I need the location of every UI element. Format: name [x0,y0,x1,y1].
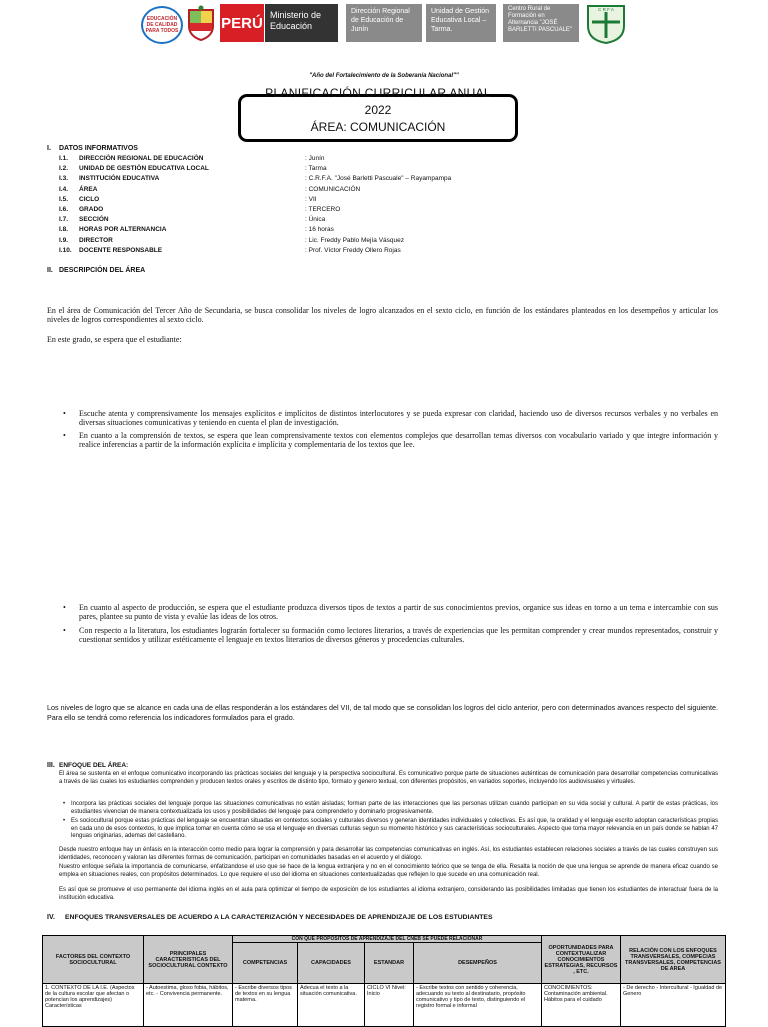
datos-label: DIRECCIÓN REGIONAL DE EDUCACIÓN [79,155,204,162]
table-header: RELACIÓN CON LOS ENFOQUES TRANSVERSALES, COMPECIAS TRANSVERSALES, COMPETENCIAS DE AREA [621,936,726,984]
list-item: • En cuanto a la comprensión de textos, se espera que lean comprensivamente textos con elementos complejos que desarrollan temas diversos con vocabulario variado y que integre información y realice inferencias a partir de la información explícita e implícita y complementaria de los textos que lee. [79,431,718,449]
datos-num: I.5. [59,195,69,203]
datos-value: : TERCERO [305,206,341,213]
table-cell: - Escribe diversos tipos de textos en su lengua materna. [233,984,298,1027]
datos-value: : VII [305,195,317,203]
table-cell: CICLO VI Nivel: Inicio [365,984,414,1027]
datos-label: GRADO [79,206,104,213]
title-box [238,94,518,142]
table-header: FACTORES DEL CONTEXTO SOCIOCULTURAL [43,936,144,984]
paragraph: En este grado, se espera que el estudiante: [47,335,182,344]
education-quality-logo [141,6,183,44]
section-num: III. [47,762,55,769]
page-title: PLANIFICACIÓN CURRICULAR ANUAL [265,86,491,100]
datos-num: I.2. [59,165,69,173]
datos-num: I.1. [59,155,69,162]
year-motto: "Año del Fortalecimiento de la Soberanía Nacional"" [309,73,459,79]
table-row [43,984,726,1027]
datos-num: I.7. [59,216,69,224]
datos-value: : COMUNICACIÓN [305,185,361,193]
table-cell: Adecua el texto a la situación comunicativa. [298,984,365,1027]
datos-value: : Prof. Víctor Freddy Ollero Rojas [305,246,401,254]
peru-coat-of-arms-icon [186,4,216,42]
datos-num: I.10. [59,246,72,254]
datos-num: I.9. [59,236,69,244]
datos-label: UNIDAD DE GESTIÓN EDUCATIVA LOCAL [79,165,209,173]
table-header: OPORTUNIDADES PARA CONTEXTUALIZAR CONOCIMIENTOS ESTRATEGIAS, RECURSOS , ETC. [542,936,621,984]
crest-text: C R F A [598,7,614,12]
datos-label: CICLO [79,195,100,203]
transversales-table [42,935,726,1027]
datos-label: SECCIÓN [79,216,109,224]
table-header: ESTANDAR [365,943,414,984]
section-num: IV. [47,914,55,921]
paragraph: En el área de Comunicación del Tercer Año de Secundaria, se busca consolidar los niveles de logro alcanzados en el sexto ciclo, en función de los estándares planteados en los desempeños y articular los niveles de logros correspondientes al sexto ciclo. [47,306,718,324]
datos-value: : Junín [305,155,325,162]
table-header: CAPACIDADES [298,943,365,984]
datos-value: : Única [305,216,326,224]
datos-num: I.8. [59,226,69,234]
datos-value: : C.R.F.A. "José Barletti Pascuale" – Rayampampa [305,175,452,183]
paragraph: Los niveles de logro que se alcance en cada una de ellas responderán a los estándares del VII, de tal modo que se consolidan los logros del ciclo anterior, pero con determinados avances respecto del siguiente. Para ello se tendrá como referencia los indicadores formulados para el grado. [47,703,718,722]
crfa-crest-icon [584,2,628,44]
section-num: II. [47,267,53,274]
datos-value: : Lic. Freddy Pablo Mejía Vásquez [305,236,404,244]
table-cell: - De derecho - Intercultural - Igualdad de Genero [621,984,726,1027]
table-header: PRINCIPALES CARACTERISTICAS DEL SOCIOCULTURAL CONTEXTO [144,936,233,984]
section-heading: ENFOQUE DEL ÁREA: [59,762,129,769]
table-cell: - Escribe textos con sentido y coherencia, adecuando su texto al destinatario, propósito comunicativo y tipo de texto, distinguiendo el registro formal e informal [414,984,542,1027]
datos-label: ÁREA [79,185,98,193]
section-heading: DATOS INFORMATIVOS [59,145,138,152]
logo-text: EDUCACIÓN DE CALIDAD PARA TODOS [145,16,179,34]
paragraph: El área se sustenta en el enfoque comunicativo incorporando las prácticas sociales del lenguaje y la perspectiva sociocultural. Es comunicativo porque parte de situaciones auténticas de comunicación para desarrollar competencias comunicativas a través de las cuales los estudiantes comprenden y producen textos orales y escritos de distinto tipo, formato y genero textual, con diferentes propósitos, en variados soportes, incluyendo los audiovisuales y virtuales. [59,771,718,785]
datos-label: INSTITUCIÓN EDUCATIVA [79,175,160,183]
section-num: I. [47,145,51,152]
datos-label: DIRECTOR [79,236,113,244]
list-item: • Incorpora las prácticas sociales del lenguaje porque las situaciones comunicativas no están aisladas; forman parte de las interacciones que las personas utilizan cuando participan en su vida social y cultural. A partir de estas prácticas, los estudiantes vivencian de manera contextualizada los usos y posibilidades del lenguaje para comprenderlo y dominarlo progresivamente. [71,801,718,816]
datos-num: I.4. [59,185,69,193]
section-heading: ENFOQUES TRANSVERSALES DE ACUERDO A LA CARACTERIZACIÓN Y NECESIDADES DE APRENDIZAJE DE LOS ESTUDIANTES [65,914,493,921]
paragraph: Nuestro enfoque señala la importancia de comunicarse, enfatizandose el uso que se hace de la lengua extranjera y no en el conocimiento teórico que se tenga de ella. Resalta la noción de que una lengua se aprende de manera eficaz cuando se emplea en situaciones reales, con propósitos determinados. Lo que requiere el uso del idioma en situaciones contextualizadas que reflejen lo que sucede en una comunicación real. [59,864,718,878]
table-header: COMPETENCIAS [233,943,298,984]
list-item: • Es sociocultural porque estas prácticas del lenguaje se encuentran situadas en contextos sociales y culturales diversos y generan identidades individuales y colectivas. Es así que, la oralidad y el lenguaje escrito adoptan características propias en cada uno de esos contextos, lo que implica tomar en cuenta cómo se usa el lenguaje en diversas culturas segun su momento histórico y sus características socioculturales. Aspecto que toma mayor relevancia en un país donde se hablan 47 lenguas originarias, ademas del castellano. [71,818,718,841]
section-heading: DESCRIPCIÓN DEL ÁREA [59,267,146,274]
ministry-label: Ministerio de Educación [265,4,338,42]
datos-label: DOCENTE RESPONSABLE [79,246,163,254]
list-item: • En cuanto al aspecto de producción, se espera que el estudiante produzca diversos tipos de textos a partir de sus conocimientos previos, organice sus ideas en torno a un tema e intercambie con sus pares, plantee su punto de vista y evalúe las ideas de los otros. [79,603,718,621]
datos-num: I.6. [59,206,69,213]
datos-value: : 16 horas [305,226,334,234]
ugel-label: Unidad de Gestión Educativa Local – Tarma. [426,4,496,42]
paragraph: Es así que se promueve el uso permanente del idioma inglés en el aula para optimizar el tiempo de exposición de los estudiantes al idioma extranjero, considerando las posibilidades limitadas que tienen los estudiantes de interactuar fuera de la institución educativa. [59,887,718,901]
list-item: • Con respecto a la literatura, los estudiantes lograrán fortalecer su formación como lectores literarios, a través de experiencias que les permitan comprender y crear mundos representados, construir y cuestionar sentidos y utilizar estéticamente el lenguaje en textos literarios de diversos géneros y procedencias culturales. [79,626,718,644]
paragraph: Desde nuestro enfoque hay un énfasis en la interacción como medio para lograr la comprensión y para desarrollar las competencias comunicativas en inglés. Así, los estudiantes establecen relaciones sociales a través de las cuales construyen sus identidades, reconocen y valoran las diferentes formas de comunicación, participan en comunidades basadas en el acuerdo y el diálogo. [59,847,718,861]
peru-brand: PERÚ [220,4,264,42]
dre-label: Dirección Regional de Educación de Junín [346,4,422,42]
table-cell: - Autoestima, gloso fobia, hábitos, etc. - Convivencia permanente. [144,984,233,1027]
datos-label: HORAS POR ALTERNANCIA [79,226,167,234]
datos-num: I.3. [59,175,69,183]
title-area: ÁREA: COMUNICACIÓN [310,120,446,134]
datos-value: : Tarma [305,165,327,173]
table-cell: CONOCIMIENTOS: Contaminación ambiental. Hábitos para el cuidado [542,984,621,1027]
table-header-group: CON QUE PROPÓSITOS DE APRENDIZAJE DEL CNEB SE PUEDE RELACIONAR [233,936,542,943]
table-cell: 1. CONTEXTO DE LA I.E. (Aspectos de la cultura escolar que afectan o potencian los aprendizajes) Características [43,984,144,1027]
table-header: DESEMPEÑOS [414,943,542,984]
list-item: • Escuche atenta y comprensivamente los mensajes explícitos e implícitos de distintos interlocutores y se pueda expresar con claridad, haciendo uso de diversos recursos verbales y no verbales en diversas situaciones comunicativas y teniendo en cuenta el plan de investigación. [79,409,718,427]
title-year: 2022 [364,103,392,117]
centro-label: Centro Rural de Formación en Alternancia "JOSÉ BARLETTI PASCUALE" [503,4,579,42]
